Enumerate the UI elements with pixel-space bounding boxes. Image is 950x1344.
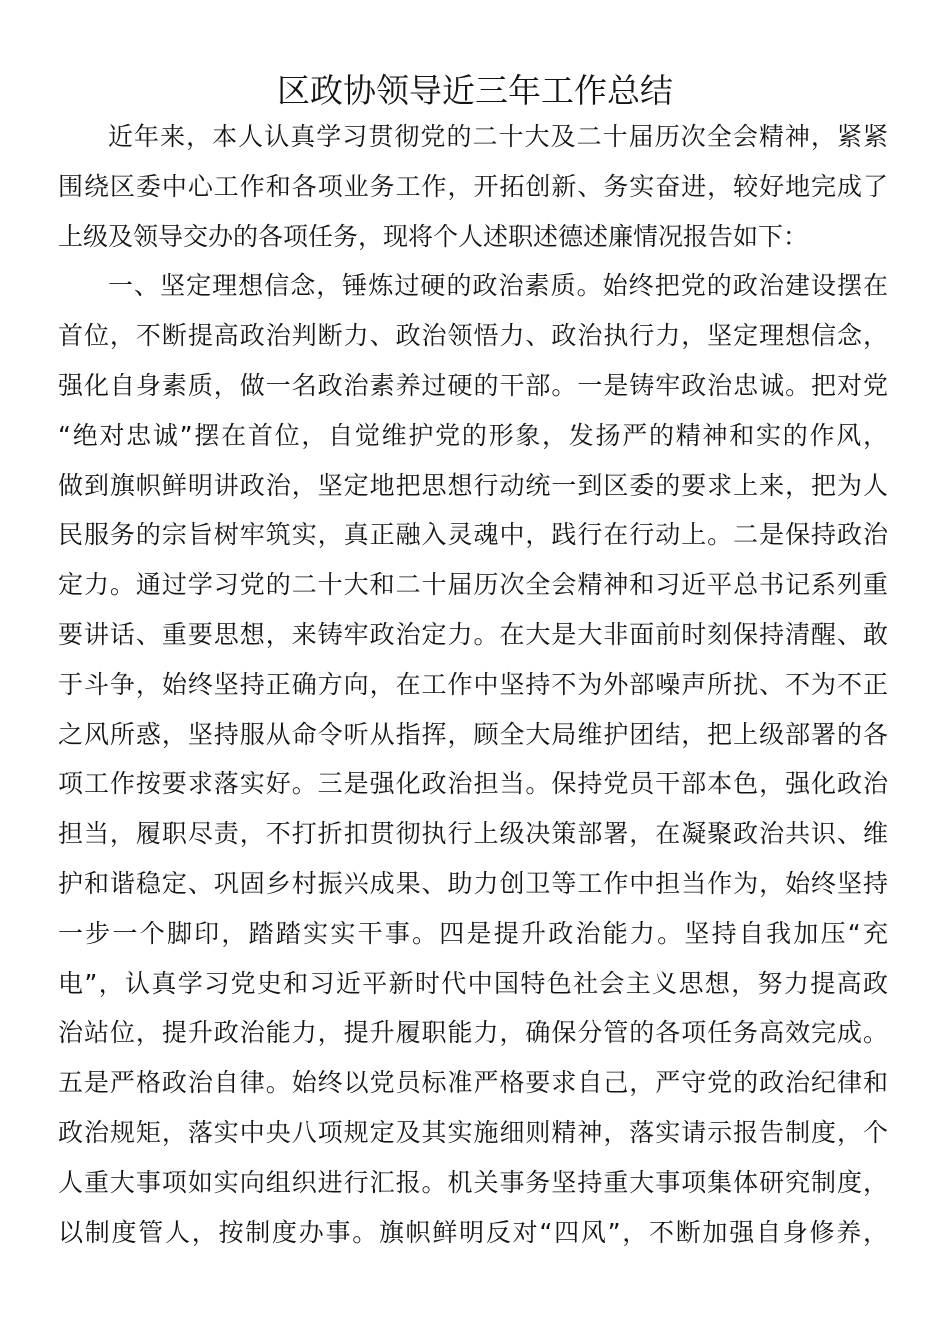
paragraph-line: 项工作按要求落实好。三是强化政治担当。保持党员干部本色，强化政治 (58, 769, 888, 799)
paragraph-line: 围绕区委中心工作和各项业务工作，开拓创新、务实奋进，较好地完成了 (58, 171, 888, 201)
paragraph-line: 上级及领导交办的各项任务，现将个人述职述德述廉情况报告如下： (58, 221, 809, 251)
paragraph-line: 首位，不断提高政治判断力、政治领悟力、政治执行力，坚定理想信念， (58, 321, 888, 351)
paragraph-line: 政治规矩，落实中央八项规定及其实施细则精神，落实请示报告制度，个 (58, 1117, 888, 1147)
paragraph-line: “绝对忠诚”摆在首位，自觉维护党的形象，发扬严的精神和实的作风， (58, 420, 888, 450)
paragraph-line: 做到旗帜鲜明讲政治，坚定地把思想行动统一到区委的要求上来，把为人 (58, 470, 888, 500)
paragraph-line: 一步一个脚印，踏踏实实干事。四是提升政治能力。坚持自我加压“充 (58, 918, 888, 948)
paragraph-line: 于斗争，始终坚持正确方向，在工作中坚持不为外部噪声所扰、不为不正 (58, 669, 888, 699)
paragraph-line: 五是严格政治自律。始终以党员标准严格要求自己，严守党的政治纪律和 (58, 1068, 888, 1098)
paragraph-line: 民服务的宗旨树牢筑实，真正融入灵魂中，践行在行动上。二是保持政治 (58, 520, 888, 550)
paragraph-line: 治站位，提升政治能力，提升履职能力，确保分管的各项任务高效完成。 (58, 1018, 888, 1048)
paragraph-line: 担当，履职尽责，不打折扣贯彻执行上级决策部署，在凝聚政治共识、维 (58, 819, 888, 849)
paragraph-line: 一、坚定理想信念，锤炼过硬的政治素质。始终把党的政治建设摆在 (108, 271, 888, 301)
document-body (58, 112, 888, 1257)
paragraph-line: 以制度管人，按制度办事。旗帜鲜明反对“四风”，不断加强自身修养， (58, 1217, 888, 1247)
paragraph-line: 强化自身素质，做一名政治素养过硬的干部。一是铸牢政治忠诚。把对党 (58, 370, 888, 400)
paragraph-line: 要讲话、重要思想，来铸牢政治定力。在大是大非面前时刻保持清醒、敢 (58, 619, 888, 649)
page-title: 区政协领导近三年工作总结 (277, 71, 673, 110)
paragraph-line: 之风所惑，坚持服从命令听从指挥，顾全大局维护团结，把上级部署的各 (58, 719, 888, 749)
paragraph-line: 定力。通过学习党的二十大和二十届历次全会精神和习近平总书记系列重 (58, 570, 888, 600)
paragraph-line: 护和谐稳定、巩固乡村振兴成果、助力创卫等工作中担当作为，始终坚持 (58, 868, 888, 898)
paragraph-line: 电”，认真学习党史和习近平新时代中国特色社会主义思想，努力提高政 (58, 968, 888, 998)
paragraph-line: 人重大事项如实向组织进行汇报。机关事务坚持重大事项集体研究制度， (58, 1167, 888, 1197)
paragraph-line: 近年来，本人认真学习贯彻党的二十大及二十届历次全会精神，紧紧 (108, 122, 888, 151)
